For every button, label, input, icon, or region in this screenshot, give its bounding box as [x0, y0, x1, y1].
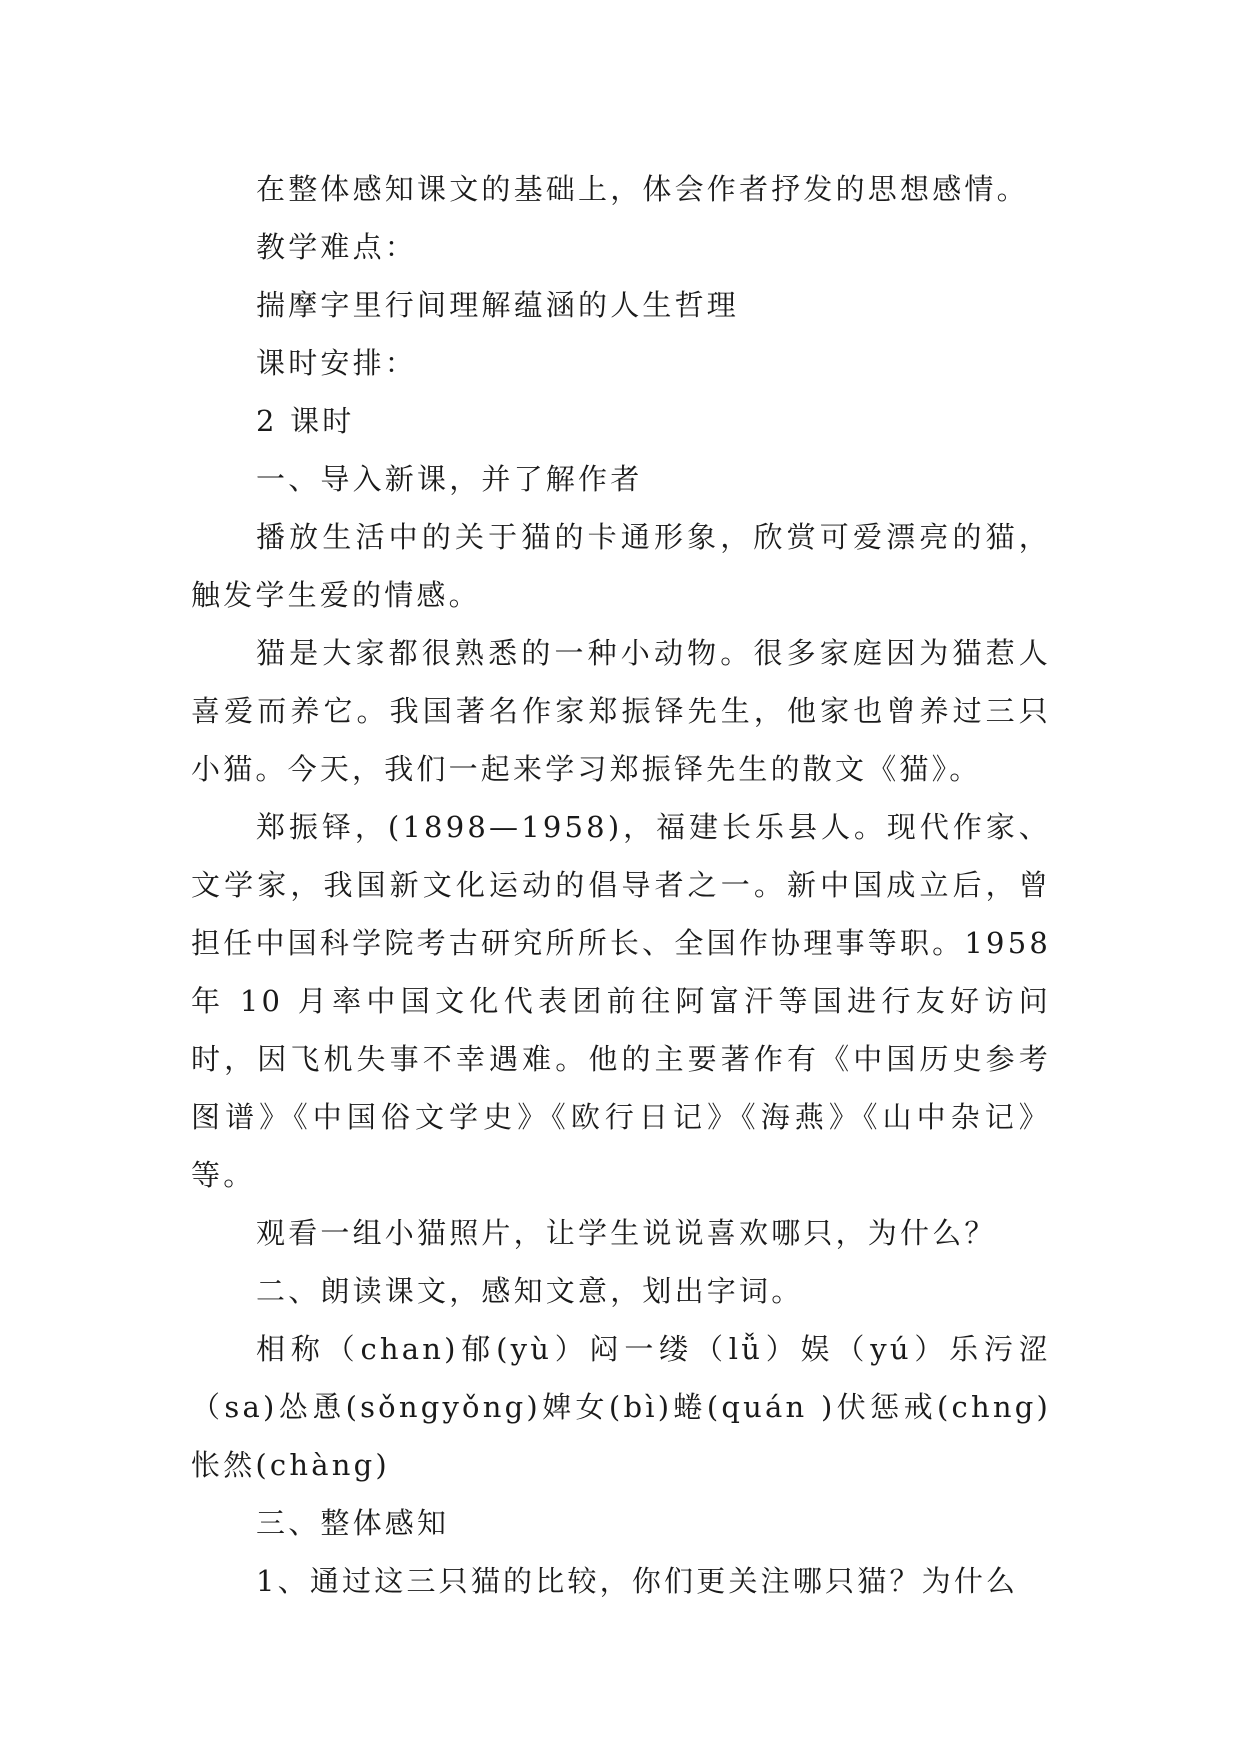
paragraph-author-bio: 郑振铎，(1898—1958)，福建长乐县人。现代作家、文学家，我国新文化运动的倡导者之一。新中国成立后，曾担任中国科学院考古研究所所长、全国作协理事等职。1958 年 10 月率中国文化代表团前往阿富汗等国进行友好访问时，因飞机失事不幸遇难。他的主要著作有《中国历史参考图谱》《中国俗文学史》《欧行日记》《海燕》《山中杂记》 等。	[191, 810, 1051, 1192]
heading-schedule: 课时安排：	[256, 346, 418, 380]
paragraph-teaching-difficulty: 揣摩字里行间理解蕴涵的人生哲理	[256, 288, 740, 322]
paragraph-photos: 观看一组小猫照片，让学生说说喜欢哪只，为什么？	[256, 1216, 997, 1250]
paragraph-question-1: 1、通过这三只猫的比较，你们更关注哪只猫？为什么	[256, 1564, 1019, 1598]
section-heading-overview: 三、整体感知	[256, 1506, 450, 1540]
paragraph-teaching-focus: 在整体感知课文的基础上，体会作者抒发的思想感情。	[256, 172, 1029, 206]
section-heading-reading: 二、朗读课文，感知文意，划出字词。	[256, 1274, 804, 1308]
section-heading-intro: 一、导入新课，并了解作者	[256, 462, 643, 496]
document-body	[191, 160, 1051, 1610]
paragraph-cat-intro: 猫是大家都很熟悉的一种小动物。很多家庭因为猫惹人喜爱而养它。我国著名作家郑振铎先生，他家也曾养过三只小猫。今天，我们一起来学习郑振铎先生的散文《猫》。	[191, 636, 1051, 786]
paragraph-vocabulary: 相称（chan)郁(yù）闷一缕（lǚ）娱（yú）乐污涩（sa)怂恿(sǒngyǒng)婢女(bì)蜷(quán )伏惩戒(chng)怅然(chàng)	[191, 1332, 1051, 1482]
paragraph-cartoon: 播放生活中的关于猫的卡通形象，欣赏可爱漂亮的猫，触发学生爱的情感。	[191, 520, 1051, 612]
heading-teaching-difficulty: 教学难点：	[256, 230, 418, 264]
paragraph-schedule: 2 课时	[256, 404, 355, 438]
